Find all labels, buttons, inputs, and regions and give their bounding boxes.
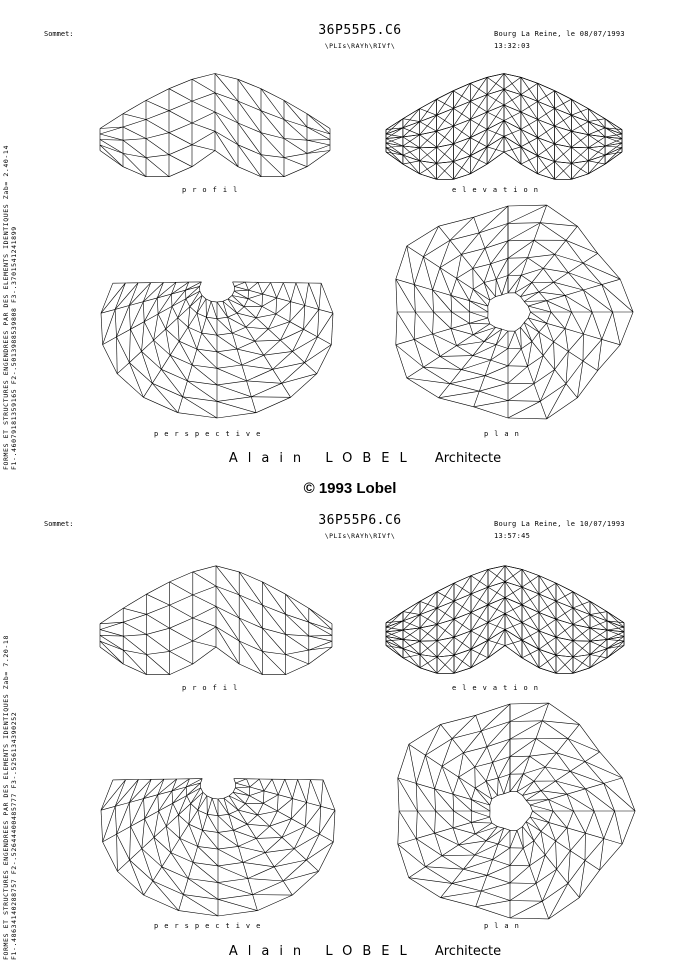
elevation-view bbox=[386, 74, 622, 180]
perspective-label: perspective bbox=[154, 430, 267, 438]
elevation-label: elevation bbox=[452, 684, 544, 692]
place-date: Bourg La Reine, le 10/07/1993 bbox=[494, 520, 625, 528]
sommet-label: Sommet: bbox=[44, 30, 74, 38]
side-caption: FORMES ET STRUCTURES ENGENDREES PAR DES ELEMENTS IDENTIQUES Zab= 2.40-14 F1-.46079181359165 F2-.5013988539808 F3-.3701541241899 bbox=[2, 145, 18, 470]
sommet-label: Sommet: bbox=[44, 520, 74, 528]
drawing-subtitle: \PLIs\RAYh\RIVf\ bbox=[324, 532, 396, 540]
profile-label: profil bbox=[182, 186, 244, 194]
side-caption: FORMES ET STRUCTURES ENGENDREES PAR DES ELEMENTS IDENTIQUES Zab= 7.20-18 F1-.48634140288757 F2-.52644400485777 F3-.5256134390252 bbox=[2, 635, 18, 960]
place-date: Bourg La Reine, le 08/07/1993 bbox=[494, 30, 625, 38]
architect-credit: Alain LOBEL Architecte bbox=[228, 944, 502, 959]
plan-view bbox=[396, 205, 633, 419]
architect-credit: Alain LOBEL Architecte bbox=[228, 451, 502, 466]
time-stamp: 13:57:45 bbox=[494, 532, 531, 540]
elevation-label: elevation bbox=[452, 186, 544, 194]
mesh-views bbox=[0, 0, 700, 480]
drawing-subtitle: \PLIs\RAYh\RIVf\ bbox=[324, 42, 396, 50]
profile-view bbox=[100, 566, 332, 675]
profile-view bbox=[100, 74, 330, 177]
perspective-view bbox=[101, 779, 335, 916]
perspective-label: perspective bbox=[154, 922, 267, 930]
plan-view bbox=[398, 703, 635, 919]
mesh-views bbox=[0, 490, 700, 962]
elevation-view bbox=[386, 566, 624, 674]
drawing-title: 36P55P5.C6 bbox=[318, 23, 402, 38]
plan-label: plan bbox=[484, 922, 525, 930]
profile-label: profil bbox=[182, 684, 244, 692]
time-stamp: 13:32:03 bbox=[494, 42, 531, 50]
copyright-notice: © 1993 Lobel bbox=[303, 480, 397, 497]
perspective-view bbox=[101, 282, 333, 418]
drawing-sheet-2 bbox=[0, 490, 700, 962]
drawing-title: 36P55P6.C6 bbox=[318, 513, 402, 528]
plan-label: plan bbox=[484, 430, 525, 438]
drawing-sheet-1 bbox=[0, 0, 700, 480]
